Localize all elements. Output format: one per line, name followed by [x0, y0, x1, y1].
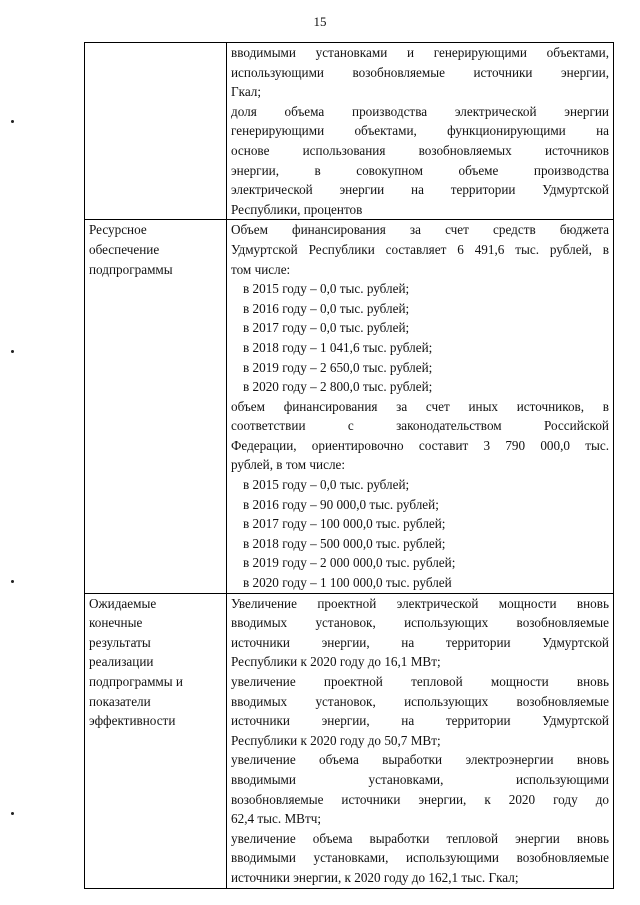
margin-dot [11, 812, 14, 815]
row-label-empty [85, 43, 227, 220]
table-row [85, 593, 614, 888]
page-number: 15 [313, 14, 327, 29]
text-line: энергии, в совокупном объеме производства [231, 162, 609, 178]
row-content-resources [227, 220, 614, 593]
text-line: в 2015 году – 0,0 тыс. рублей; [243, 281, 410, 297]
text-line: в 2016 году – 0,0 тыс. рублей; [243, 300, 410, 316]
row-content-expected-results [227, 593, 614, 888]
label-line: Ожидаемые [89, 595, 157, 611]
label-line: результаты [89, 634, 151, 650]
label-line: подпрограммы [89, 261, 173, 277]
text-line: увеличение объема выработки электроэнергии вновь [231, 752, 609, 768]
row-content [227, 43, 614, 220]
text-line: Удмуртской Республики составляет 6 491,6 тыс. рублей, в [231, 241, 609, 257]
text-line: электрической энергии на территории Удмуртской [231, 182, 609, 198]
text-line: в 2016 году – 90 000,0 тыс. рублей; [243, 496, 439, 512]
text-line: вводимых установок, использующих возобновляемые [231, 615, 609, 631]
text-line: Федерации, ориентировочно составит 3 790 000,0 тыс. [231, 437, 609, 453]
text-line: вводимыми установками и генерирующими объектами, [231, 45, 609, 60]
text-line: Республики к 2020 году до 16,1 МВт; [231, 654, 441, 670]
text-line: в 2020 году – 2 800,0 тыс. рублей; [243, 379, 433, 395]
row-label-expected-results [85, 593, 227, 888]
text-line: увеличение проектной тепловой мощности вновь [231, 674, 609, 689]
table-row [85, 220, 614, 593]
label-line: Ресурсное [89, 222, 147, 238]
text-line: вводимыми установками, использующими возобновляемые [231, 850, 609, 866]
label-line: реализации [89, 654, 154, 670]
label-line: показатели [89, 693, 151, 709]
text-line: Республики, процентов [231, 201, 363, 217]
text-line: Увеличение проектной электрической мощности вновь [231, 595, 609, 611]
text-line: доля объема производства электрической энергии [231, 103, 609, 119]
text-line: в 2018 году – 500 000,0 тыс. рублей; [243, 535, 446, 551]
label-line: эффективности [89, 713, 176, 729]
text-line: в 2019 году – 2 650,0 тыс. рублей; [243, 359, 433, 375]
text-line: использующими возобновляемые источники энергии, [231, 64, 609, 80]
text-line: источники энергии, к 2020 году до 162,1 тыс. Гкал; [231, 869, 519, 885]
label-line: конечные [89, 615, 143, 631]
text-line: объем финансирования за счет иных источников, в [231, 398, 609, 414]
text-line: Республики к 2020 году до 50,7 МВт; [231, 732, 441, 748]
margin-dot [11, 350, 14, 353]
margin-dot [11, 120, 14, 123]
text-line: в 2017 году – 100 000,0 тыс. рублей; [243, 516, 446, 532]
text-line: возобновляемые источники энергии, к 2020 году до [231, 791, 609, 807]
text-line: в 2019 году – 2 000 000,0 тыс. рублей; [243, 555, 456, 571]
text-line: 62,4 тыс. МВтч; [231, 811, 322, 827]
table-row [85, 43, 614, 220]
text-line: Гкал; [231, 84, 262, 100]
text-line: в 2017 году – 0,0 тыс. рублей; [243, 320, 410, 336]
text-line: генерирующими объектами, функционирующими на [231, 123, 609, 139]
text-line: вводимых установок, использующих возобновляемые [231, 693, 609, 709]
text-line: соответствии с законодательством Российской [231, 418, 609, 434]
text-line: том числе: [231, 261, 291, 277]
text-line: Объем финансирования за счет средств бюджета [231, 222, 609, 238]
text-line: основе использования возобновляемых источников [231, 142, 609, 158]
text-line: вводимыми установками, использующими [231, 771, 609, 787]
row-label-resources [85, 220, 227, 593]
text-line: источники энергии, на территории Удмуртской [231, 634, 609, 650]
text-line: в 2018 году – 1 041,6 тыс. рублей; [243, 339, 433, 355]
text-line: в 2020 году – 1 100 000,0 тыс. рублей [243, 575, 452, 591]
text-line: в 2015 году – 0,0 тыс. рублей; [243, 477, 410, 493]
text-line: источники энергии, на территории Удмуртской [231, 713, 609, 729]
label-line: обеспечение [89, 241, 160, 257]
text-line: увеличение объема выработки тепловой энергии вновь [231, 830, 609, 846]
passport-table [84, 42, 614, 889]
margin-dot [11, 580, 14, 583]
text-line: рублей, в том числе: [231, 457, 346, 473]
label-line: подпрограммы и [89, 674, 183, 689]
